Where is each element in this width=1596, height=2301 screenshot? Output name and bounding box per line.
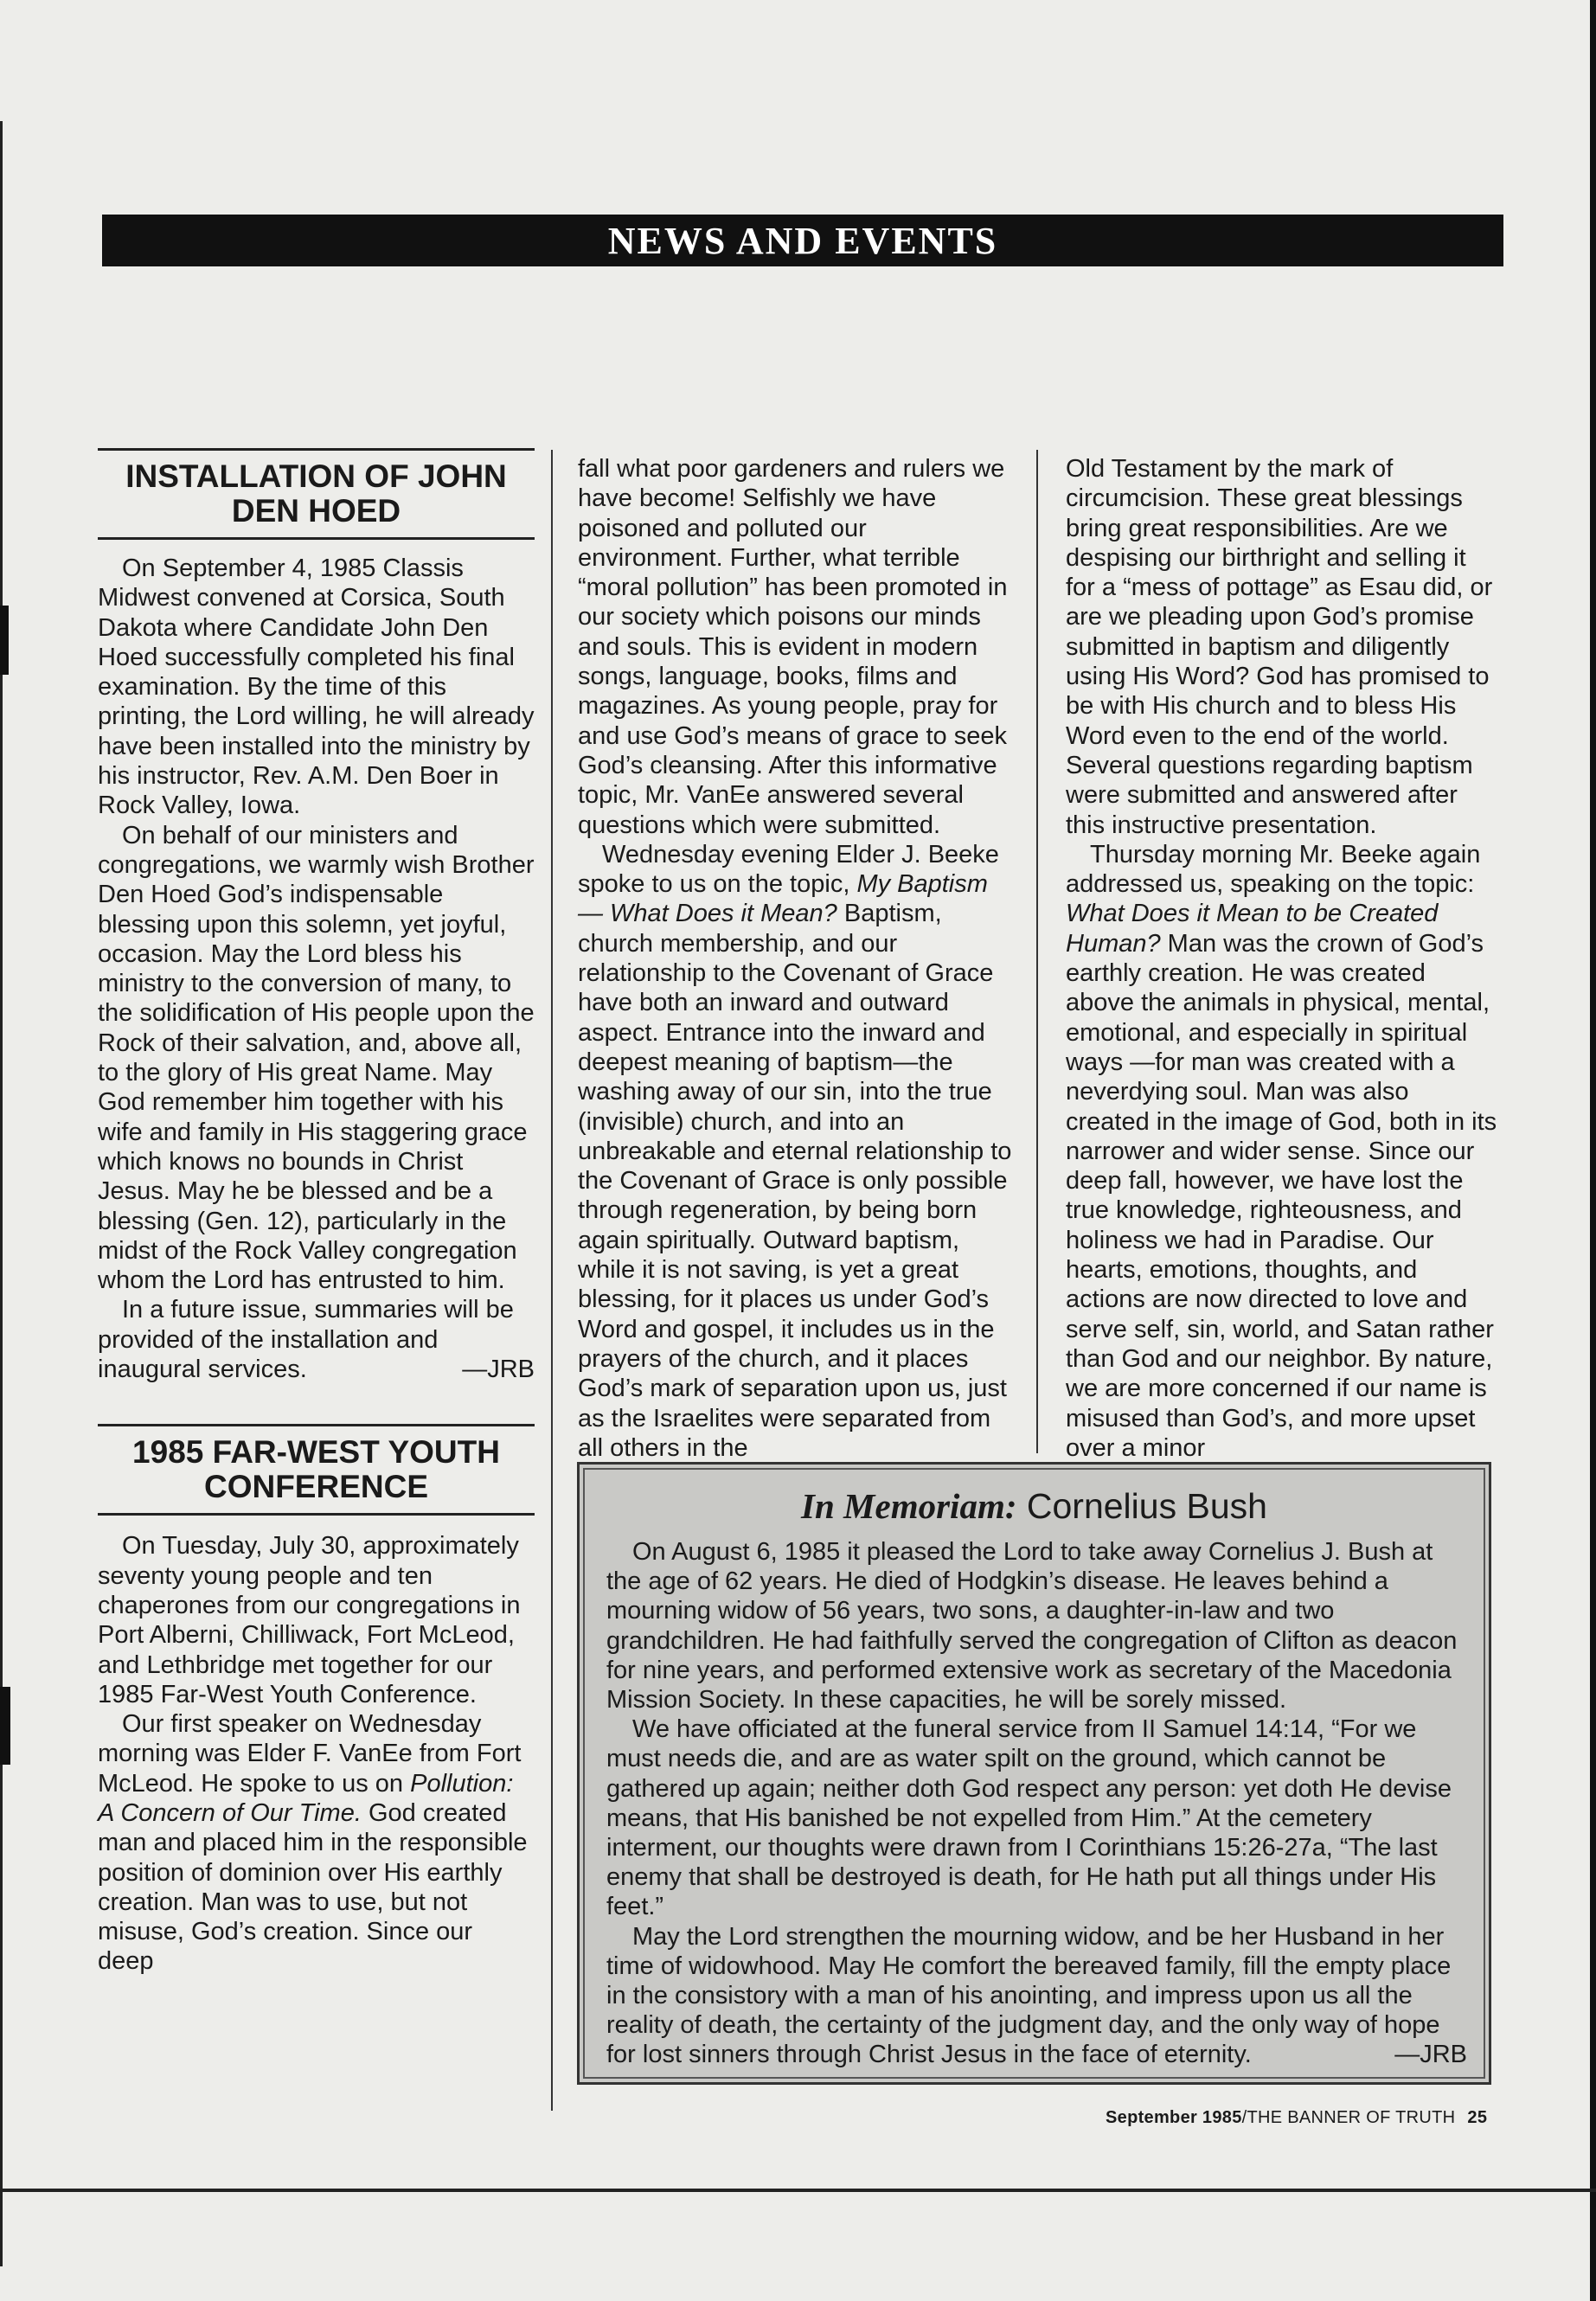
page-footer (1106, 2108, 1487, 2128)
text-run: Thursday morning Mr. Beeke again addressed us, speaking on the topic: (1066, 840, 1481, 899)
column-3 (1066, 454, 1498, 1463)
article-paragraph: Old Testament by the mark of circumcision. These great blessings bring great responsibilities. Are we despising our birthright and selling it for a “mess of pottage” as Esau did, or are we pleading upon God’s promise submitted in baptism and diligently using His Word? God has promised to be with His church and to bless His Word even to the end of the world. Several questions regarding baptism were submitted and answered after this instructive presentation. (1066, 455, 1493, 839)
page-number: 25 (1467, 2108, 1488, 2127)
article-paragraph (98, 1709, 535, 1977)
memoriam-body (606, 1537, 1467, 2070)
memoriam-title (580, 1485, 1489, 1527)
page-left-edge (0, 121, 3, 2266)
divider (98, 537, 535, 540)
memoriam-paragraph-text: May the Lord strengthen the mourning widow, and be her Husband in her time of widowhood. May He comfort the bereaved family, fill the empty place in the consistory with a man of his anointing, and impress upon us all the reality of death, the certainty of the judgment day, and the only way of hope for lost sinners through Christ Jesus in the face of eternity. (606, 1922, 1452, 2069)
article-paragraph: fall what poor gardeners and rulers we have become! Selfishly we have poisoned and polluted our environment. Further, what terrible “moral pollution” has been promoted in our society which poisons our minds and souls. This is evident in modern songs, language, books, films and magazines. As young people, pray for and use God’s means of grace to seek God’s cleansing. After this informative topic, Mr. VanEe answered several questions which were submitted. (578, 455, 1008, 839)
article-paragraph (1066, 840, 1498, 1463)
memoriam-paragraph: We have officiated at the funeral service from II Samuel 14:14, “For we must needs die, and are as water spilt on the ground, which cannot be gathered up again; neither doth God respect any person: yet doth He devise means, that His banished be not expelled from Him.” At the cemetery interment, our thoughts were drawn from I Corinthians 15:26-27a, “The last enemy that shall be destroyed is death, for He hath put all things under His feet.” (606, 1715, 1452, 1921)
in-memoriam-box (577, 1462, 1491, 2085)
column-rule (551, 1471, 553, 2111)
article-paragraph (98, 1295, 535, 1384)
memoriam-title-label: In Memoriam: (801, 1486, 1017, 1526)
memoriam-title-name: Cornelius Bush (1016, 1486, 1267, 1526)
article-paragraph: On Tuesday, July 30, approximately seventy young people and ten chaperones from our congregations in Port Alberni, Chilliwack, Fort McLeod, and Lethbridge met together for our 1985 Far-West Youth Conference. (98, 1532, 521, 1708)
talk-title: What Does it Mean to be Created Human? (1066, 900, 1439, 958)
publication-name: /THE BANNER OF TRUTH (1241, 2108, 1456, 2127)
text-run: Baptism, church membership, and our relationship to the Covenant of Grace have both an inward and outward aspect. Entrance into the inward and deepest meaning of baptism—the washing away of our sin, into the true (invisible) church, and into an unbreakable and eternal relationship to the Covenant of Grace is only possible through regeneration, by being born again spiritually. Outward baptism, while it is not saving, is yet a great blessing, for it places us under God’s Word and gospel, it includes us in the prayers of the church, and it places God’s mark of separation upon us, just as the Israelites were separated from all others in the (578, 900, 1012, 1462)
column-rule (1036, 450, 1038, 1453)
text-run: Wednesday evening Elder J. Beeke spoke to us on the topic, (578, 840, 999, 899)
article-paragraph (578, 840, 1017, 1463)
scan-mark (0, 606, 9, 675)
column-rule (551, 450, 553, 1471)
article-paragraph-text: In a future issue, summaries will be provided of the installation and inaugural services. (98, 1296, 514, 1384)
divider (98, 448, 535, 451)
article-paragraph: On behalf of our ministers and congregations, we warmly wish Brother Den Hoed God’s indispensable blessing upon this solemn, yet joyful, occasion. May the Lord bless his ministry to the conversion of many, to the solidification of His people upon the Rock of their salvation, and, above all, to the glory of His great Name. May God remember him together with his wife and family in His staggering grace which knows no bounds in Christ Jesus. May he be blessed and be a blessing (Gen. 12), particularly in the midst of the Rock Valley congregation whom the Lord has entrusted to him. (98, 821, 535, 1295)
article-title-youth-conference: 1985 FAR-WEST YOUTH CONFERENCE (132, 1434, 500, 1505)
page-bottom-edge (0, 2189, 1596, 2192)
issue-date: September 1985 (1106, 2108, 1242, 2127)
signature: —JRB (462, 1356, 535, 1384)
memoriam-paragraph: On August 6, 1985 it pleased the Lord to take away Cornelius J. Bush at the age of 62 years. He died of Hodgkin’s disease. He leaves behind a mourning widow of 56 years, two sons, a daughter-in-law and two grandchildren. He had faithfully served the congregation of Clifton as deacon for nine years, and performed extensive work as secretary of the Macedonia Mission Society. In these capacities, he will be sorely missed. (606, 1538, 1458, 1715)
text-run: Our first speaker on Wednesday morning was Elder F. VanEe from Fort McLeod. He spoke to us on (98, 1710, 522, 1798)
talk-title: My Baptism — What Does it Mean? (578, 870, 988, 928)
divider (98, 1424, 535, 1426)
signature: —JRB (1394, 2041, 1467, 2069)
text-run: God created man and placed him in the responsible position of dominion over His earthly creation. Man was to use, but not misuse, God’s creation. Since our deep (98, 1798, 528, 1976)
section-banner: NEWS AND EVENTS (102, 215, 1503, 266)
divider (98, 1513, 535, 1516)
column-1 (98, 448, 535, 1977)
scan-mark (0, 1687, 10, 1765)
talk-title: Pollution: A Concern of Our Time. (98, 1769, 514, 1827)
page-right-edge (1590, 0, 1596, 2301)
memoriam-paragraph (606, 1922, 1467, 2070)
text-run: Man was the crown of God’s earthly creation. He was created above the animals in physical, mental, emotional, and especially in spiritual ways —for man was created with a neverdying soul. Man was also created in the image of God, both in its narrower and wider sense. Since our deep fall, however, we have lost the true knowledge, righteousness, and holiness we had in Paradise. Our hearts, emotions, thoughts, and actions are now directed to love and serve self, sin, world, and Satan rather than God and our neighbor. By nature, we are more concerned if our name is misused than God’s, and more upset over a minor (1066, 929, 1497, 1462)
article-title-installation: INSTALLATION OF JOHN DEN HOED (125, 458, 507, 529)
article-paragraph: On September 4, 1985 Classis Midwest convened at Corsica, South Dakota where Candidate John Den Hoed successfully completed his final examination. By the time of this printing, the Lord willing, he will already have been installed into the ministry by his instructor, Rev. A.M. Den Boer in Rock Valley, Iowa. (98, 554, 535, 820)
column-2 (578, 454, 1017, 1463)
